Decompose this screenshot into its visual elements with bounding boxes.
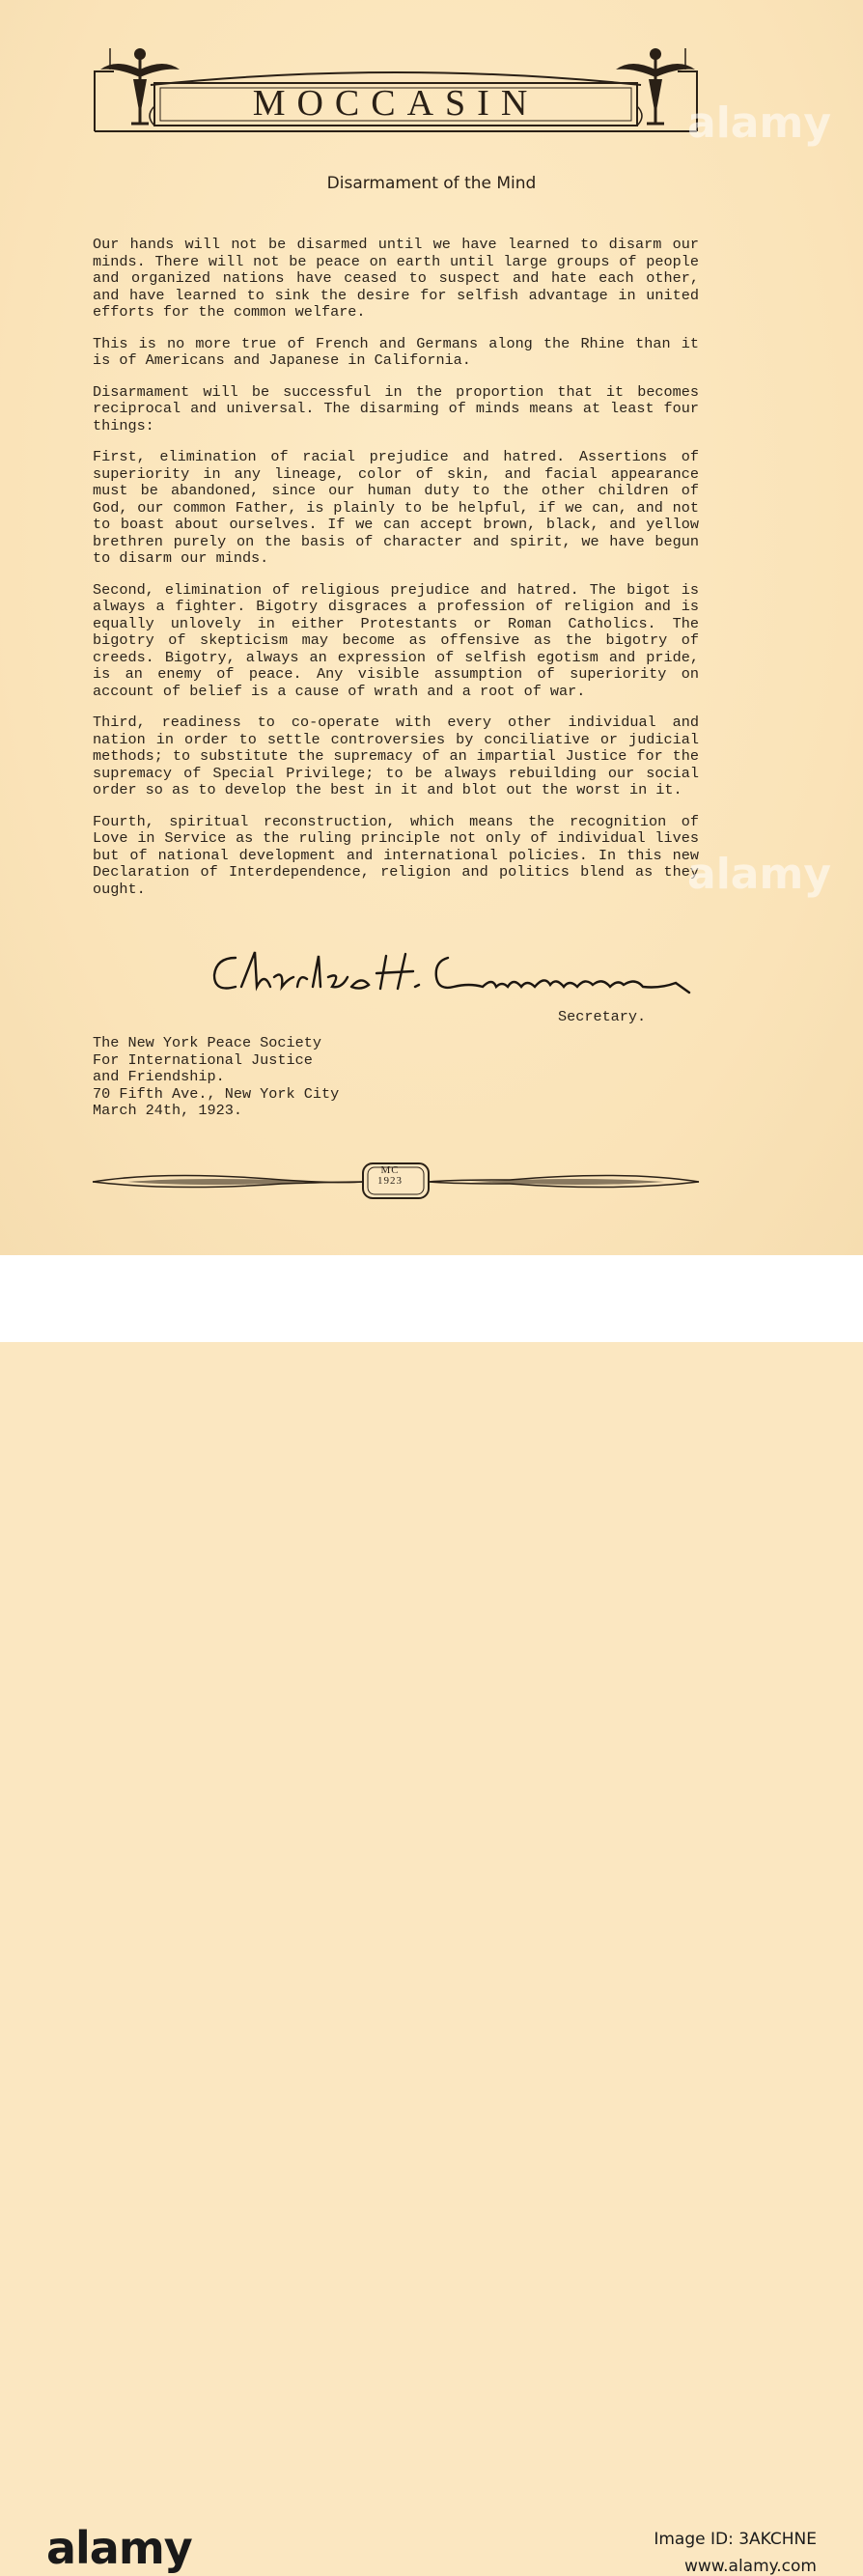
address-line: March 24th, 1923. [93, 1102, 242, 1119]
address-block [93, 1035, 339, 1120]
site-url: www.alamy.com [683, 2557, 817, 2576]
handwritten-signature [207, 938, 699, 1006]
address-line: The New York Peace Society [93, 1034, 321, 1051]
badge-initials: MC [380, 1164, 400, 1176]
image-id: Image ID: 3AKCHNE [654, 2530, 817, 2549]
paragraph: Our hands will not be disarmed until we have learned to disarm our minds. There will not be peace on earth until large groups of people and organized nations have ceased to suspect and hate each other, and have learned to sink the desire for selfish advantage in united efforts for the common welfare. [93, 236, 699, 321]
address-line: and Friendship. [93, 1068, 225, 1085]
document-page [0, 0, 863, 1255]
paragraph: This is no more true of French and Germans along the Rhine than it is of Americans and Japanese in California. [93, 334, 699, 369]
watermark-overlay: alamy [687, 850, 831, 899]
address-line: 70 Fifth Ave., New York City [93, 1084, 340, 1103]
paragraph: Fourth, spiritual reconstruction, which means the recognition of Love in Service as the ruling principle not only of individual lives but of national development and international policies. In this new Declaration of Interdependence, religion and politics blend as they ought. [93, 812, 699, 898]
footer-badge [363, 1165, 417, 1187]
signer-title: Secretary. [558, 1008, 647, 1025]
watermark-overlay: alamy [687, 98, 831, 148]
watermark-bar [0, 1255, 863, 2576]
masthead [93, 42, 699, 139]
paragraph: Disarmament will be successful in the proportion that it becomes reciprocal and universal. The disarming of minds means at least four things: [93, 382, 699, 434]
paragraph: First, elimination of racial prejudice and hatred. Assertions of superiority in any lineage, color of skin, and facial appearance must be abandoned, since our human duty to the other children of God, our common Father, is plainly to be helpful, if we can, and not to boast about ourselves. If we can accept brown, black, and yellow brethren purely on the basis of character and spirit, we have begun to disarm our minds. [93, 448, 699, 567]
article-body [93, 237, 699, 912]
alamy-logo: alamy [46, 2522, 192, 2574]
masthead-title: MOCCASIN [252, 83, 540, 124]
paragraph: Third, readiness to co-operate with every other individual and nation in order to settle controversies by conciliative or judicial methods; to substitute the supremacy of an impartial Justice for the supremacy of Special Privilege; to be always rebuilding our social order so as to develop the best in it and blot out the worst in it. [93, 714, 699, 798]
address-line: For International Justice [93, 1050, 313, 1069]
paragraph: Second, elimination of religious prejudice and hatred. The bigot is always a fighter. Bigotry disgraces a profession of religion and is equally unlovely in either Protestants or Roman Catholics. The bigotry of skepticism may become as offensive as the bigotry of creeds. Bigotry, always an expression of selfish egotism and pride, is an enemy of peace. Any visible assumption of superiority on account of belief is a cause of wrath and a root of war. [93, 580, 699, 700]
article-title: Disarmament of the Mind [326, 174, 537, 193]
badge-year: 1923 [377, 1175, 403, 1187]
